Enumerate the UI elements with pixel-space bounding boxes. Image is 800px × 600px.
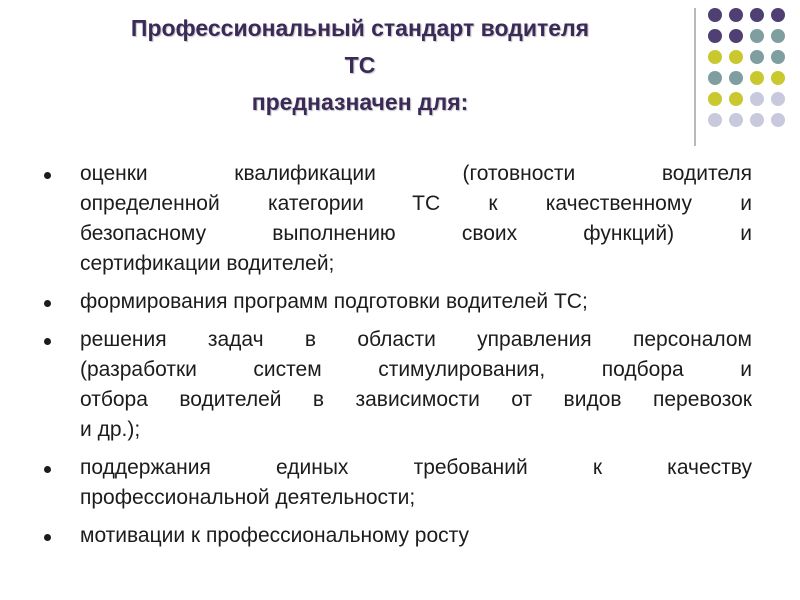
bullet-line: отбора водителей в зависимости от видов перевозок [80, 388, 752, 411]
decorative-dot [771, 8, 785, 22]
decorative-dot [750, 92, 764, 106]
bullet-line: сертификации водителей; [80, 252, 335, 275]
title-separator-line [694, 8, 696, 146]
decorative-dot [729, 50, 743, 64]
decorative-dot [729, 71, 743, 85]
decorative-dot [729, 113, 743, 127]
bullet-line: профессиональной деятельности; [80, 486, 416, 509]
bullet-line: решения задач в области управления персоналом [80, 328, 752, 351]
decorative-dot [750, 29, 764, 43]
bullet-item-personnel-management [44, 325, 752, 445]
decorative-dot [708, 50, 722, 64]
decorative-dot [708, 8, 722, 22]
decorative-dot [771, 71, 785, 85]
bullet-list [44, 159, 752, 559]
decorative-dot [729, 29, 743, 43]
decorative-dot [771, 113, 785, 127]
decorative-dot [708, 29, 722, 43]
decorative-dot [750, 113, 764, 127]
decorative-dot [750, 50, 764, 64]
decorative-dot [771, 92, 785, 106]
bullet-item-training-programs [44, 287, 752, 317]
bullet-item-motivation [44, 521, 752, 551]
bullet-line: (разработки систем стимулирования, подбора и [80, 358, 752, 381]
slide-title [30, 10, 690, 121]
bullet-item-unified-requirements [44, 453, 752, 513]
decorative-dot [708, 92, 722, 106]
bullet-line: определенной категории ТС к качественному и [80, 192, 752, 215]
bullet-line: поддержания единых требований к качеству [80, 456, 752, 479]
decorative-dot [771, 50, 785, 64]
decorative-dot [771, 29, 785, 43]
bullet-line: безопасному выполнению своих функций) и [80, 222, 752, 245]
decorative-dot [729, 8, 743, 22]
decorative-dot [708, 113, 722, 127]
bullet-line: и др.); [80, 418, 141, 441]
title-line-2: ТС [344, 52, 376, 78]
bullet-line: формирования программ подготовки водителей ТС; [80, 290, 588, 313]
decorative-dot [750, 71, 764, 85]
decorative-dot [750, 8, 764, 22]
decorative-dot [729, 92, 743, 106]
bullet-item-qualification-assessment [44, 159, 752, 279]
bullet-line: мотивации к профессиональному росту [80, 524, 470, 547]
decorative-dot [708, 71, 722, 85]
title-line-1: Профессиональный стандарт водителя [130, 15, 590, 41]
decorative-dot-grid [708, 8, 784, 138]
bullet-line: оценки квалификации (готовности водителя [80, 162, 752, 185]
title-line-3: предназначен для: [251, 89, 469, 115]
